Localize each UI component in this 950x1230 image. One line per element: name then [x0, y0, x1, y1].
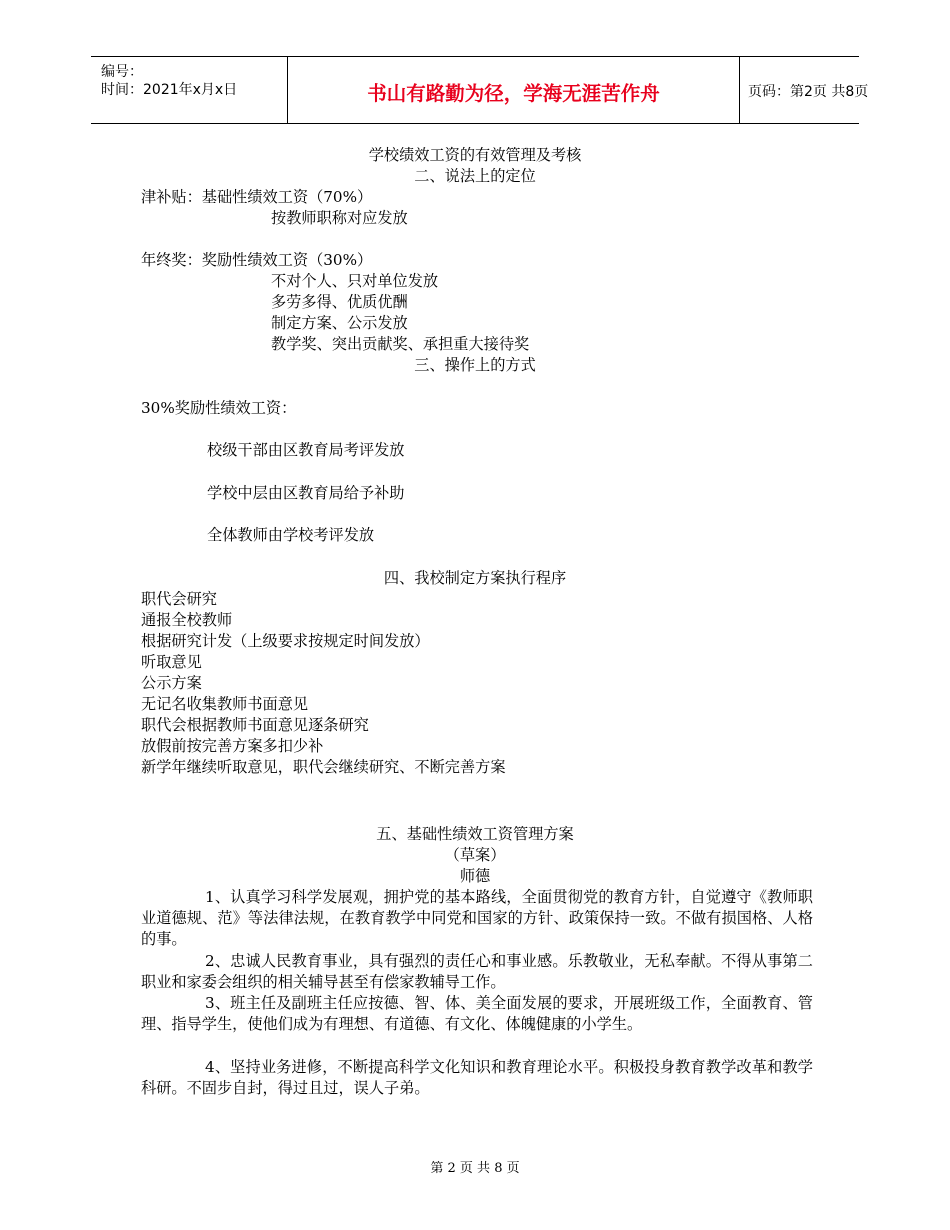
section-3-item: 全体教师由学校考评发放: [207, 526, 375, 544]
procedure-step: 职代会研究: [141, 590, 217, 608]
time-label: 时间：2021年x月x日: [101, 82, 238, 98]
allowance-note: 按教师职称对应发放: [271, 209, 408, 227]
year-end-item: 制定方案、公示发放: [271, 314, 408, 332]
procedure-step: 新学年继续听取意见，职代会继续研究、不断完善方案: [141, 758, 506, 776]
section-3-item: 校级干部由区教育局考评发放: [207, 441, 405, 459]
year-end-item: 多劳多得、优质优酬: [271, 293, 408, 311]
procedure-step: 放假前按完善方案多扣少补: [141, 737, 324, 755]
section-4-heading: 四、我校制定方案执行程序: [383, 569, 567, 587]
allowance-line: 津补贴：基础性绩效工资（70%）: [141, 188, 373, 206]
year-end-item: 不对个人、只对单位发放: [271, 272, 439, 290]
procedure-step: 根据研究计发（上级要求按规定时间发放）: [141, 632, 430, 650]
procedure-step: 职代会根据教师书面意见逐条研究: [141, 716, 369, 734]
procedure-step: 通报全校教师: [141, 611, 233, 629]
procedure-step: 听取意见: [141, 653, 202, 671]
year-end-item: 教学奖、突出贡献奖、承担重大接待奖: [271, 335, 530, 353]
procedure-step: 公示方案: [141, 674, 202, 692]
section-3-heading: 三、操作上的方式: [414, 356, 536, 374]
ethics-paragraph: 2、忠诚人民教育事业，具有强烈的责任心和事业感。乐教敬业，无私奉献。不得从事第二职业和家委会组织的相关辅导甚至有偿家教辅导工作。: [141, 952, 813, 991]
draft-label: （草案）: [444, 846, 506, 864]
ethics-paragraph: 1、认真学习科学发展观，拥护党的基本路线，全面贯彻党的教育方针，自觉遵守《教师职业道德规、范》等法律法规，在教育教学中同党和国家的方针、政策保持一致。不做有损国格、人格的事。: [141, 888, 813, 948]
ethics-subheading: 师德: [459, 867, 491, 885]
section-2-heading: 二、说法上的定位: [414, 167, 536, 185]
section-5-heading: 五、基础性绩效工资管理方案: [376, 825, 574, 843]
section-3-intro: 30%奖励性绩效工资：: [141, 399, 297, 417]
page-number-label: 页码：第2页 共8页: [748, 84, 869, 100]
year-end-line: 年终奖：奖励性绩效工资（30%）: [141, 251, 373, 269]
section-3-item: 学校中层由区教育局给予补助: [207, 484, 405, 502]
number-label: 编号：: [101, 64, 143, 80]
ethics-paragraph: 4、坚持业务进修，不断提高科学文化知识和教育理论水平。积极投身教育教学改革和教学科研。不固步自封，得过且过，误人子弟。: [141, 1058, 813, 1097]
header-motto-cell: [287, 57, 740, 123]
header-page-cell: [740, 57, 869, 123]
procedure-step: 无记名收集教师书面意见: [141, 695, 309, 713]
page-header: [91, 56, 869, 124]
doc-title: 学校绩效工资的有效管理及考核: [368, 146, 582, 164]
motto: 书山有路勤为径，学海无涯苦作舟: [367, 82, 660, 105]
header-meta-cell: [91, 57, 287, 123]
ethics-paragraph: 3、班主任及副班主任应按德、智、体、美全面发展的要求，开展班级工作，全面教育、管理、指导学生，使他们成为有理想、有道德、有文化、体魄健康的小学生。: [141, 994, 813, 1033]
page-footer: 第 2 页 共 8 页: [430, 1161, 520, 1176]
